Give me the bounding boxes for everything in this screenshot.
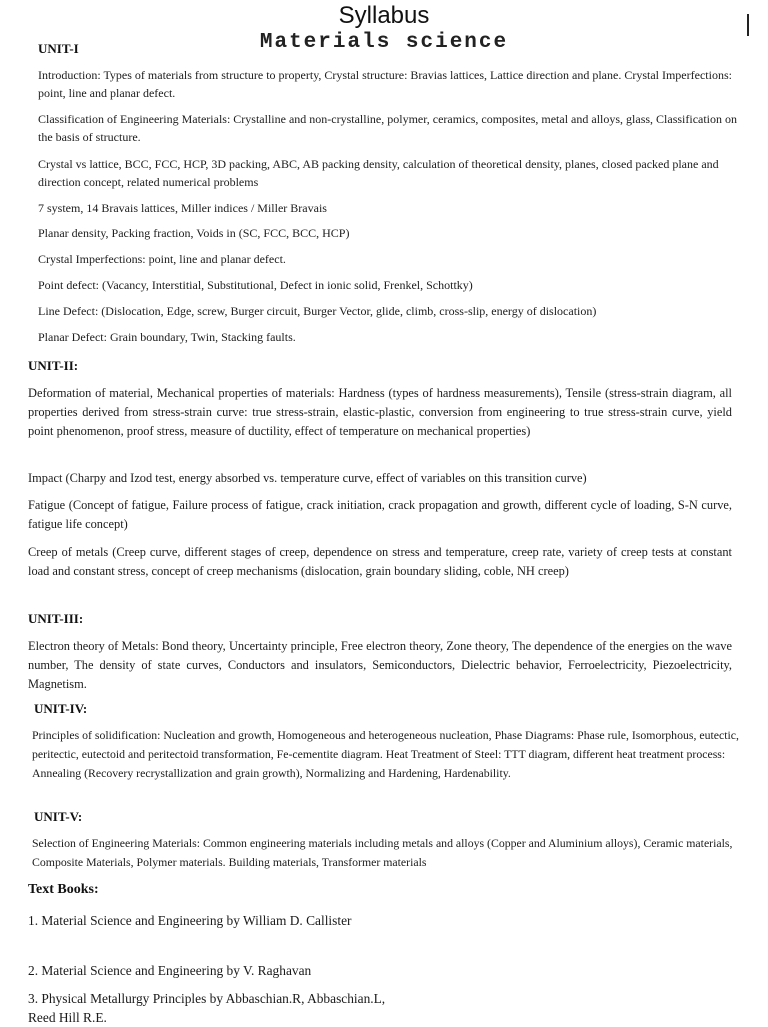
unit-1-paragraph: Classification of Engineering Materials: Crystalline and non-crystalline, polymer, ceramics, composites, metal and alloys, glass, Classification on the basis of structure. (38, 112, 738, 144)
unit-1-paragraph: Planar density, Packing fraction, Voids in (SC, FCC, BCC, HCP) (38, 226, 350, 240)
unit-1-paragraph: Introduction: Types of materials from structure to property, Crystal structure: Bravias lattices, Lattice direction and plane. Crystal Imperfections: point, line and planar defect. (38, 68, 732, 100)
unit-1-paragraph: Line Defect: (Dislocation, Edge, screw, Burger circuit, Burger Vector, glide, climb, cross-slip, energy of dislocation) (38, 304, 597, 318)
unit-3-heading: UNIT-III: (28, 611, 84, 626)
unit-2-heading: UNIT-II: (28, 358, 79, 373)
textbooks-heading: Text Books: (28, 882, 99, 897)
unit-3-paragraph: Electron theory of Metals: Bond theory, Uncertainty principle, Free electron theory, Zone theory, The dependence of the energies on the wave number, The density of state curves, Conductors and insulators, Semiconductors, Dielectric behavior, Ferroelectricity, Piezoelectricity, Magnetism. (28, 639, 732, 691)
unit-1-paragraph: 7 system, 14 Bravais lattices, Miller indices / Miller Bravais (38, 201, 327, 215)
unit-1-paragraph: Crystal Imperfections: point, line and planar defect. (38, 252, 286, 266)
textbook-item: 3. Physical Metallurgy Principles by Abbaschian.R, Abbaschian.L, Reed Hill R.E. (28, 991, 386, 1025)
unit-2-paragraph: Impact (Charpy and Izod test, energy absorbed vs. temperature curve, effect of variables on this transition curve) (28, 471, 587, 485)
textbook-item: 2. Material Science and Engineering by V. Raghavan (28, 963, 312, 978)
unit-4-paragraph: Principles of solidification: Nucleation and growth, Homogeneous and heterogeneous nucleation, Phase Diagrams: Phase rule, Isomorphous, eutectic, peritectic, eutectoid and peritectoid transformation, Fe-cementite diagram. Heat Treatment of Steel: TTT diagram, different heat treatment process: Annealing (Recovery recrystallization and grain growth), Normalizing and Hardening, Hardenability. (32, 728, 739, 780)
unit-5-paragraph: Selection of Engineering Materials: Common engineering materials including metals and alloys (Copper and Aluminium alloys), Ceramic materials, Composite Materials, Polymer materials. Building materials, Transformer materials (32, 836, 733, 869)
textbook-item: 1. Material Science and Engineering by William D. Callister (28, 913, 352, 928)
unit-4-heading: UNIT-IV: (34, 701, 88, 716)
unit-1-paragraph: Point defect: (Vacancy, Interstitial, Substitutional, Defect in ionic solid, Frenkel, Schottky) (38, 278, 473, 292)
unit-2-paragraph: Deformation of material, Mechanical properties of materials: Hardness (types of hardness measurements), Tensile (stress-strain diagram, all properties derived from stress-strain curve: true stress-strain, elastic-plastic, conversion from engineering to true stress-strain curve, yield point phenomenon, proof stress, measure of ductility, effect of temperature on mechanical properties) (28, 386, 732, 438)
unit-1-heading: UNIT-I (38, 41, 79, 56)
unit-1-paragraph: Planar Defect: Grain boundary, Twin, Stacking faults. (38, 330, 296, 344)
subject-title: Materials science (259, 31, 509, 54)
page-title: Syllabus (338, 2, 430, 29)
unit-5-heading: UNIT-V: (34, 809, 83, 824)
unit-2-paragraph: Fatigue (Concept of fatigue, Failure process of fatigue, crack initiation, crack propagation and growth, different cycle of loading, S-N curve, fatigue life concept) (28, 498, 732, 531)
unit-2-paragraph: Creep of metals (Creep curve, different stages of creep, dependence on stress and temperature, creep rate, variety of creep tests at constant load and constant stress, concept of creep mechanisms (dislocation, grain boundary sliding, coble, NH creep) (28, 545, 732, 578)
unit-1-paragraph: Crystal vs lattice, BCC, FCC, HCP, 3D packing, ABC, AB packing density, calculation of theoretical density, planes, closed packed plane and direction concept, related numerical problems (38, 157, 719, 189)
